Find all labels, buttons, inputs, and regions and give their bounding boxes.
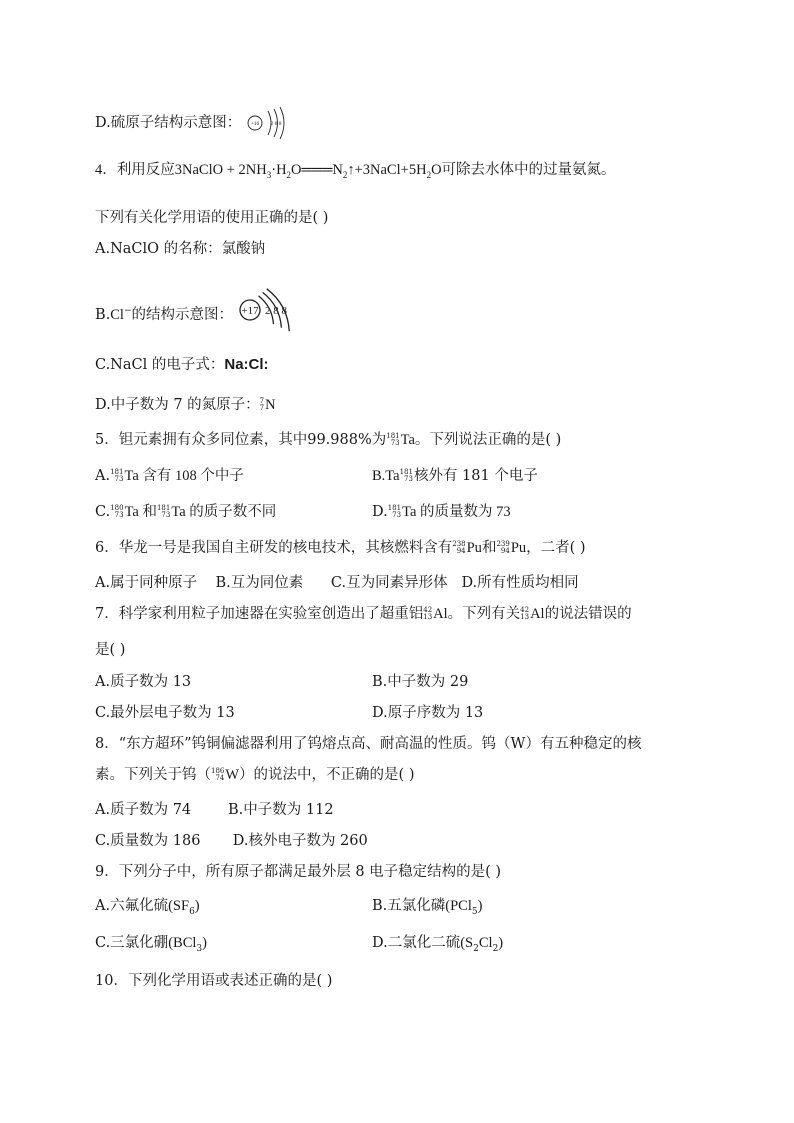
q4-option-b-prefix: B. [95,307,111,323]
q5-option-a-nuclide [110,469,123,483]
q4-r2: 2NH [238,162,267,178]
q6-iso2 [496,541,509,555]
chloride-shells-label: 2 8 8 [264,305,287,317]
q4-r2-sub2: 2 [286,169,292,180]
q4-option-a: A.NaClO 的名称：氯酸钠 [95,241,266,257]
sulfur-shells-label: 2 8 8 [270,121,282,127]
q6-options: A.属于同种原子 B.互为同位素 C.互为同素异形体 D.所有性质均相同 [95,575,579,591]
q5-nuclide-mass: 181 [386,432,400,440]
q3-option-d [95,106,294,140]
q8-line2 [95,765,415,785]
q6-iso1-mass: 238 [452,540,466,548]
q6-mid: 和 [481,540,497,556]
q7-nuclide1 [423,607,432,621]
q6-iso2-mass: 239 [496,540,510,548]
chloride-nucleus-label: +17 [241,305,259,317]
q9-option-c-prefix: C.三氯化硼 [95,935,169,951]
q9-option-a-sub: 6 [189,906,195,917]
q5-option-b-atomic: 73 [404,475,413,483]
q4-plus1: + [226,162,235,178]
q5-option-c-mid: Ta 和 [124,504,157,520]
q7-stem-end: 的说法错误的 [544,606,632,622]
q4-p3-sub: 2 [426,169,432,180]
q9-option-c-sub: 3 [196,943,203,954]
q8-options-row1: A.质子数为 74 B.中子数为 112 [95,802,334,818]
q7-option-d: D.原子序数为 13 [372,705,484,721]
q5-option-c-nuclide2 [157,505,170,519]
q5-option-c-suffix: Ta 的质子数不同 [171,504,277,520]
q9-option-a-end: ) [194,898,200,914]
q6-stem [95,538,586,558]
q4-p1: N [332,162,343,178]
q9-option-d [372,933,503,959]
q5-option-a-prefix: A. [95,468,111,484]
q5-nuclide [386,433,399,447]
sulfur-nucleus-label: +16 [250,121,260,127]
q5-option-c [95,502,276,522]
q5-option-a-mass: 181 [110,468,124,476]
q7-mass2: 42 [520,606,530,614]
q8-symbol: W [225,767,240,783]
q4-option-b-ion: Cl [110,307,124,323]
q5-option-b-prefix: B.Ta [372,468,400,484]
q7-line2: 是( ) [95,642,126,658]
q9-option-b-sub: 5 [471,906,478,917]
q7-atomic2: 13 [520,613,530,621]
q4-p3: 5H [408,162,427,178]
q4-p1-sub: 2 [342,169,348,180]
q5-option-b-suffix: 核外有 181 个电子 [413,468,538,484]
q5-stem-end: 。下列说法正确的是( ) [414,432,562,448]
q5-option-c-atomic1: 73 [114,511,124,519]
q6-iso1 [452,541,465,555]
q5-option-c-nuclide1 [110,505,123,519]
q8-line1: 8．“东方超环”钨铜偏滤器利用了钨熔点高、耐高温的性质。钨（W）有五种稳定的核 [95,736,642,752]
q9-stem: 9．下列分子中，所有原子都满足最外层 8 电子稳定结构的是( ) [95,864,502,880]
q4-gas-arrow: ↑ [347,162,355,178]
q4-stem-start: 4．利用反应 [95,162,175,178]
q5-option-d-prefix: D. [372,504,388,520]
q4-stem-end: 可除去水体中的过量氨氮。 [441,162,616,178]
q4-question: 下列有关化学用语的使用正确的是( ) [95,210,329,226]
q4-r2-sub: 3 [266,169,272,180]
q9-option-d-prefix: D.二氯化二硫 [372,935,461,951]
q7-symbol2: Al [530,606,545,622]
q5-option-c-mass2: 181 [156,504,171,512]
q10-stem: 10．下列化学用语或表述正确的是( ) [95,973,333,989]
q9-option-b-formula: (PCl [445,898,472,914]
q8-mass: 186 [211,767,225,775]
q7-option-a: A.质子数为 13 [95,674,192,690]
q6-iso1-symbol: Pu [466,540,482,556]
q9-option-c-end: ) [202,935,207,951]
q9-option-b [372,896,482,922]
q7-nuclide2 [520,607,529,621]
q8-options-row2: C.质量数为 186 D.核外电子数为 260 [95,833,368,849]
q8-line2-start: 素。下列关于钨（ [95,767,211,783]
q7-option-c: C.最外层电子数为 13 [95,705,235,721]
q4-option-d [95,395,276,415]
q9-option-d-sub1: 2 [473,943,479,954]
q8-atomic: 74 [215,774,225,782]
q7-stem-mid: 。下列有关 [447,606,521,622]
q5-option-b-nuclide [400,469,413,483]
q4-option-c [95,355,269,375]
q5-option-d-nuclide [388,505,401,519]
q9-option-a-formula: (SF [168,898,190,914]
q4-plus2: + [400,162,409,178]
q5-option-b-mass: 181 [399,468,413,476]
q7-option-b: B.中子数为 29 [372,674,469,690]
q4-nitrogen-atomic: 7 [259,404,265,412]
q8-line2-end: ）的说法中，不正确的是( ) [239,767,415,783]
q4-option-b-suffix: 的结构示意图： [131,307,234,323]
q4-option-c-text: C.NaCl 的电子式： [95,357,225,373]
q9-option-c [95,933,207,959]
q6-iso2-symbol: Pu [510,540,527,556]
q7-atomic1: 13 [423,613,433,621]
q5-nuclide-symbol: Ta [400,432,415,448]
q9-option-a-prefix: A.六氟化硫 [95,898,169,914]
q9-option-b-prefix: B.五氯化磷 [372,898,446,914]
q5-option-d-suffix: Ta 的质量数为 73 [402,504,511,520]
q4-r1: 3NaClO [174,162,224,178]
q9-option-d-formula1: (S [460,935,474,951]
q5-option-d-mass: 181 [387,504,402,512]
q4-option-b-charge: − [123,306,132,317]
q4-nitrogen-mass: 7 [259,397,265,405]
q4-option-c-formula: Na:Cl: [224,356,269,373]
q7-stem-start: 7．科学家利用粒子加速器在实验室创造出了超重铝 [95,606,424,622]
q5-nuclide-atomic: 73 [390,439,400,447]
q5-option-c-mass1: 180 [110,504,124,512]
q4-stem [95,160,616,185]
q5-option-d-atomic: 73 [392,511,402,519]
q9-option-d-formula2: Cl [478,935,493,951]
q4-nitrogen-nuclide [260,398,264,412]
q9-option-d-end: ) [498,935,504,951]
q6-stem-end: ，二者( ) [526,540,586,556]
chloride-ion-diagram [238,282,300,338]
q5-option-b [372,466,538,486]
q4-option-d-text: D.中子数为 7 的氮原子： [95,397,260,413]
q4-r2-rest: ·H [271,162,287,178]
q8-nuclide [211,768,224,782]
q9-option-c-formula: (BCl [168,935,197,951]
q3-option-d-text: D.硫原子结构示意图： [95,115,242,131]
q7-stem [95,604,632,624]
q4-p2: +3NaCl [354,162,401,178]
q4-r2-end: O [291,162,302,178]
q9-option-d-sub2: 2 [492,943,499,954]
q5-option-c-prefix: C. [95,504,111,520]
q5-option-a [95,466,244,486]
sulfur-atom-diagram [246,106,294,140]
q5-stem-start: 5．钽元素拥有众多同位素，其中99.988%为 [95,432,387,448]
q5-option-a-suffix: Ta 含有 108 个中子 [124,468,244,484]
q6-iso2-atomic: 94 [500,547,510,555]
q4-nitrogen-symbol: N [265,397,276,413]
q4-p3-end: O [431,162,442,178]
q5-option-c-atomic2: 73 [161,511,171,519]
q7-mass1: 42 [423,606,433,614]
q9-option-b-end: ) [477,898,483,914]
q5-option-a-atomic: 73 [114,475,124,483]
q4-arrow: ═══ [301,162,333,178]
q7-symbol1: Al [433,606,448,622]
q6-stem-start: 6．华龙一号是我国自主研发的核电技术，其核燃料含有 [95,540,453,556]
q5-stem [95,430,561,450]
q9-option-a [95,896,200,922]
q6-iso1-atomic: 94 [456,547,466,555]
q4-option-b [95,292,300,338]
q5-option-d [372,502,511,522]
